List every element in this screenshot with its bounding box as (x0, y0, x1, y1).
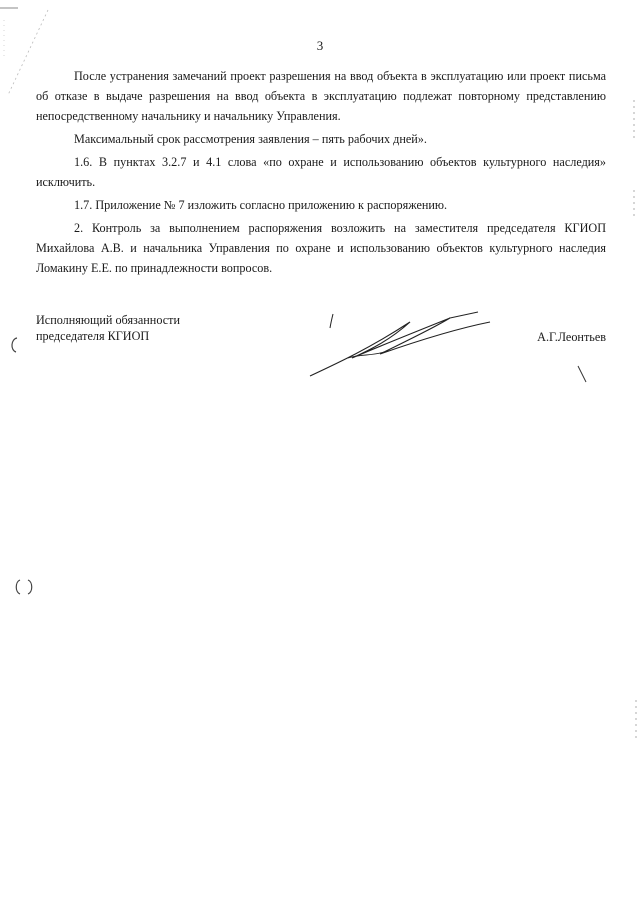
paragraph-max-review-term: Максимальный срок рассмотрения заявления – пять рабочих дней». (74, 132, 427, 146)
document-body (36, 66, 606, 281)
paragraph-item-2-control: 2. Контроль за выполнением распоряжения возложить на заместителя председателя КГИОП Михайлова А.В. и начальника Управления по охране и использованию объектов культурного наследия Ломакину Е.Е. по принадлежности вопросов. (36, 221, 606, 275)
punch-hole-mark-upper (8, 336, 22, 354)
paragraph-review-resubmission: После устранения замечаний проект разрешения на ввод объекта в эксплуатацию или проект письма об отказе в выдаче разрешения на ввод объекта в эксплуатацию подлежат повторному представлению непосредственному начальнику и начальнику Управления. (36, 69, 606, 123)
handwritten-signature (300, 300, 500, 385)
page-number: 3 (316, 38, 324, 53)
signer-title-line2: председателя КГИОП (36, 329, 150, 343)
paragraph-item-1-6: 1.6. В пунктах 3.2.7 и 4.1 слова «по охране и использованию объектов культурного наследия» исключить. (36, 155, 606, 189)
signer-name: А.Г.Леонтьев (537, 330, 606, 344)
signer-title (36, 312, 180, 344)
scan-edge-mark-right (628, 100, 640, 740)
paragraph-item-1-7: 1.7. Приложение № 7 изложить согласно приложению к распоряжению. (74, 198, 448, 212)
signer-title-line1: Исполняющий обязанности (36, 313, 180, 327)
punch-hole-mark-lower (14, 578, 36, 596)
